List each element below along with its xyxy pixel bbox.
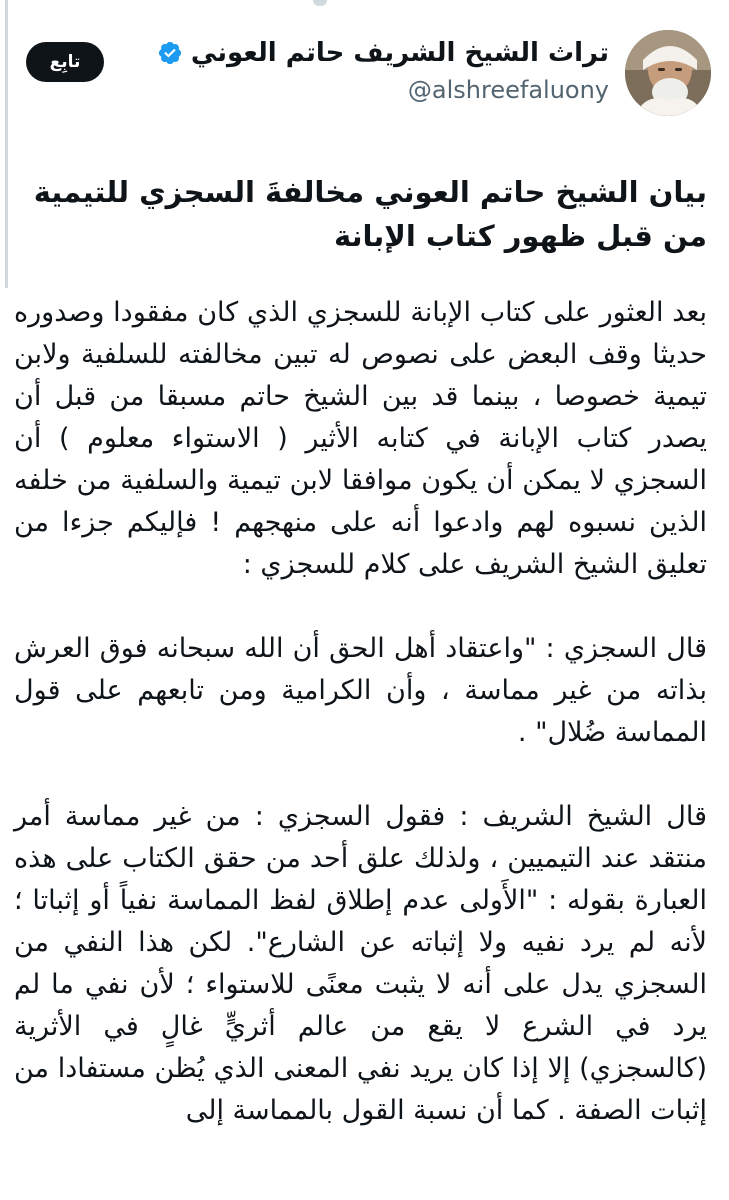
follow-button[interactable]: تابِع <box>26 42 104 82</box>
tweet-header <box>26 30 711 125</box>
avatar[interactable] <box>625 30 711 116</box>
post-body <box>14 292 707 1132</box>
author-meta <box>157 38 609 104</box>
post-paragraph: قال الشيخ الشريف : فقول السجزي : من غير مماسة أمر منتقد عند التيميين ، ولذلك علق أحد من حقق الكتاب على هذه العبارة بقوله : "الأَولى عدم إطلاق لفظ المماسة نفياً أو إثباتا ؛ لأنه لم يرد نفيه ولا إثباته عن الشارع". لكن هذا النفي من السجزي يدل على أنه لا يثبت معنًى للاستواء ؛ لأن نفي ما لم يرد في الشرع لا يقع من عالم أثريٍّ غالٍ في الأثرية (كالسجزي) إلا إذا كان يريد نفي المعنى الذي يُظن مستفادا من إثبات الصفة . كما أن نسبة القول بالمماسة إلى <box>14 801 707 1126</box>
post-paragraph: بعد العثور على كتاب الإبانة للسجزي الذي كان مفقودا وصدوره حديثا وقف البعض على نصوص له تبين مخالفته للسلفية ولابن تيمية خصوصا ، بينما قد بين الشيخ حاتم مسبقا من قبل أن يصدر كتاب الإبانة في كتابه الأثير ( الاستواء معلوم ) أن السجزي لا يمكن أن يكون موافقا لابن تيمية والسلفية من خلفه الذين نسبوه لهم وادعوا أنه على منهجهم ! فإليكم جزءا من تعليق الشيخ الشريف على كلام للسجزي : <box>14 297 707 580</box>
author-display-name[interactable]: تراث الشيخ الشريف حاتم العوني <box>190 38 609 68</box>
thread-connector-top <box>313 0 327 6</box>
author-handle[interactable]: @alshreefaluony <box>407 76 609 104</box>
post-paragraph: قال السجزي : "واعتقاد أهل الحق أن الله سبحانه فوق العرش بذاته من غير مماسة ، وأن الكرامية ومن تابعهم على قول المماسة ضُلال" . <box>14 633 707 748</box>
post-title: بيان الشيخ حاتم العوني مخالفةَ السجزي للتيمية من قبل ظهور كتاب الإبانة <box>33 175 707 253</box>
thread-connector-line <box>5 0 8 288</box>
verified-badge-icon <box>157 40 183 66</box>
author-name-row <box>157 38 609 68</box>
avatar-image <box>625 30 711 116</box>
